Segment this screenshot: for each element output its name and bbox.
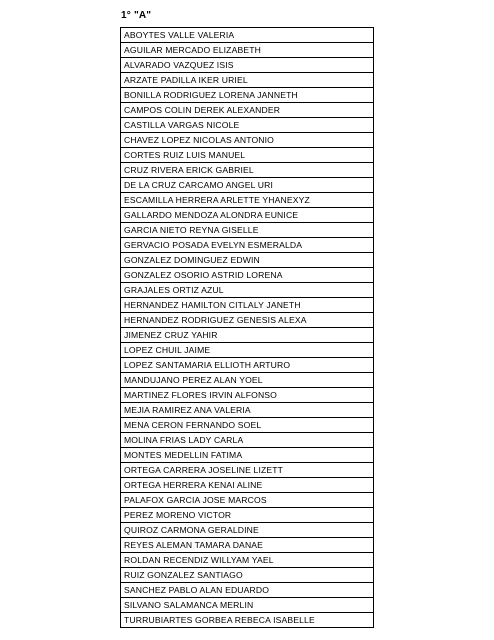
table-row: [121, 523, 374, 538]
roster-body: [121, 28, 374, 628]
student-roster-table: [120, 27, 374, 628]
student-name-cell: GERVACIO POSADA EVELYN ESMERALDA: [121, 238, 374, 253]
table-row: [121, 508, 374, 523]
table-row: [121, 58, 374, 73]
student-name-cell: ARZATE PADILLA IKER URIEL: [121, 73, 374, 88]
table-row: [121, 253, 374, 268]
table-row: [121, 73, 374, 88]
student-name-cell: MANDUJANO PEREZ ALAN YOEL: [121, 373, 374, 388]
table-row: [121, 568, 374, 583]
table-row: [121, 583, 374, 598]
student-name-cell: RUIZ GONZALEZ SANTIAGO: [121, 568, 374, 583]
table-row: [121, 343, 374, 358]
table-row: [121, 148, 374, 163]
table-row: [121, 538, 374, 553]
table-row: [121, 298, 374, 313]
student-name-cell: SANCHEZ PABLO ALAN EDUARDO: [121, 583, 374, 598]
table-row: [121, 178, 374, 193]
student-name-cell: SILVANO SALAMANCA MERLIN: [121, 598, 374, 613]
student-name-cell: MONTES MEDELLIN FATIMA: [121, 448, 374, 463]
table-row: [121, 403, 374, 418]
table-row: [121, 313, 374, 328]
table-row: [121, 463, 374, 478]
group-title: 1° "A": [121, 10, 152, 21]
student-name-cell: ROLDAN RECENDIZ WILLYAM YAEL: [121, 553, 374, 568]
table-row: [121, 493, 374, 508]
table-row: [121, 133, 374, 148]
student-name-cell: GONZALEZ OSORIO ASTRID LORENA: [121, 268, 374, 283]
table-row: [121, 448, 374, 463]
table-row: [121, 43, 374, 58]
student-name-cell: MEJIA RAMIREZ ANA VALERIA: [121, 403, 374, 418]
table-row: [121, 388, 374, 403]
student-name-cell: PALAFOX GARCIA JOSE MARCOS: [121, 493, 374, 508]
table-row: [121, 328, 374, 343]
table-row: [121, 268, 374, 283]
student-name-cell: GARCIA NIETO REYNA GISELLE: [121, 223, 374, 238]
student-name-cell: BONILLA RODRIGUEZ LORENA JANNETH: [121, 88, 374, 103]
table-row: [121, 478, 374, 493]
student-name-cell: CORTES RUIZ LUIS MANUEL: [121, 148, 374, 163]
student-name-cell: AGUILAR MERCADO ELIZABETH: [121, 43, 374, 58]
table-row: [121, 553, 374, 568]
student-name-cell: HERNANDEZ RODRIGUEZ GENESIS ALEXA: [121, 313, 374, 328]
table-row: [121, 238, 374, 253]
student-name-cell: JIMENEZ CRUZ YAHIR: [121, 328, 374, 343]
student-name-cell: GONZALEZ DOMINGUEZ EDWIN: [121, 253, 374, 268]
table-row: [121, 193, 374, 208]
student-name-cell: CRUZ RIVERA ERICK GABRIEL: [121, 163, 374, 178]
table-row: [121, 433, 374, 448]
student-name-cell: QUIROZ CARMONA GERALDINE: [121, 523, 374, 538]
table-row: [121, 103, 374, 118]
table-row: [121, 358, 374, 373]
table-row: [121, 88, 374, 103]
student-name-cell: ALVARADO VAZQUEZ ISIS: [121, 58, 374, 73]
student-name-cell: ESCAMILLA HERRERA ARLETTE YHANEXYZ: [121, 193, 374, 208]
table-row: [121, 118, 374, 133]
student-name-cell: HERNANDEZ HAMILTON CITLALY JANETH: [121, 298, 374, 313]
table-row: [121, 163, 374, 178]
student-name-cell: ORTEGA HERRERA KENAI ALINE: [121, 478, 374, 493]
student-name-cell: CAMPOS COLIN DEREK ALEXANDER: [121, 103, 374, 118]
table-row: [121, 598, 374, 613]
student-name-cell: CHAVEZ LOPEZ NICOLAS ANTONIO: [121, 133, 374, 148]
student-name-cell: TURRUBIARTES GORBEA REBECA ISABELLE: [121, 613, 374, 628]
student-name-cell: ABOYTES VALLE VALERIA: [121, 28, 374, 43]
student-name-cell: CASTILLA VARGAS NICOLE: [121, 118, 374, 133]
table-row: [121, 418, 374, 433]
student-name-cell: LOPEZ CHUIL JAIME: [121, 343, 374, 358]
student-name-cell: GRAJALES ORTIZ AZUL: [121, 283, 374, 298]
table-row: [121, 283, 374, 298]
table-row: [121, 28, 374, 43]
student-name-cell: DE LA CRUZ CARCAMO ANGEL URI: [121, 178, 374, 193]
student-name-cell: REYES ALEMAN TAMARA DANAE: [121, 538, 374, 553]
table-row: [121, 613, 374, 628]
student-name-cell: MOLINA FRIAS LADY CARLA: [121, 433, 374, 448]
student-name-cell: MENA CERON FERNANDO SOEL: [121, 418, 374, 433]
student-name-cell: PEREZ MORENO VICTOR: [121, 508, 374, 523]
student-name-cell: MARTINEZ FLORES IRVIN ALFONSO: [121, 388, 374, 403]
student-name-cell: LOPEZ SANTAMARIA ELLIOTH ARTURO: [121, 358, 374, 373]
student-name-cell: ORTEGA CARRERA JOSELINE LIZETT: [121, 463, 374, 478]
student-name-cell: GALLARDO MENDOZA ALONDRA EUNICE: [121, 208, 374, 223]
table-row: [121, 373, 374, 388]
table-row: [121, 223, 374, 238]
table-row: [121, 208, 374, 223]
